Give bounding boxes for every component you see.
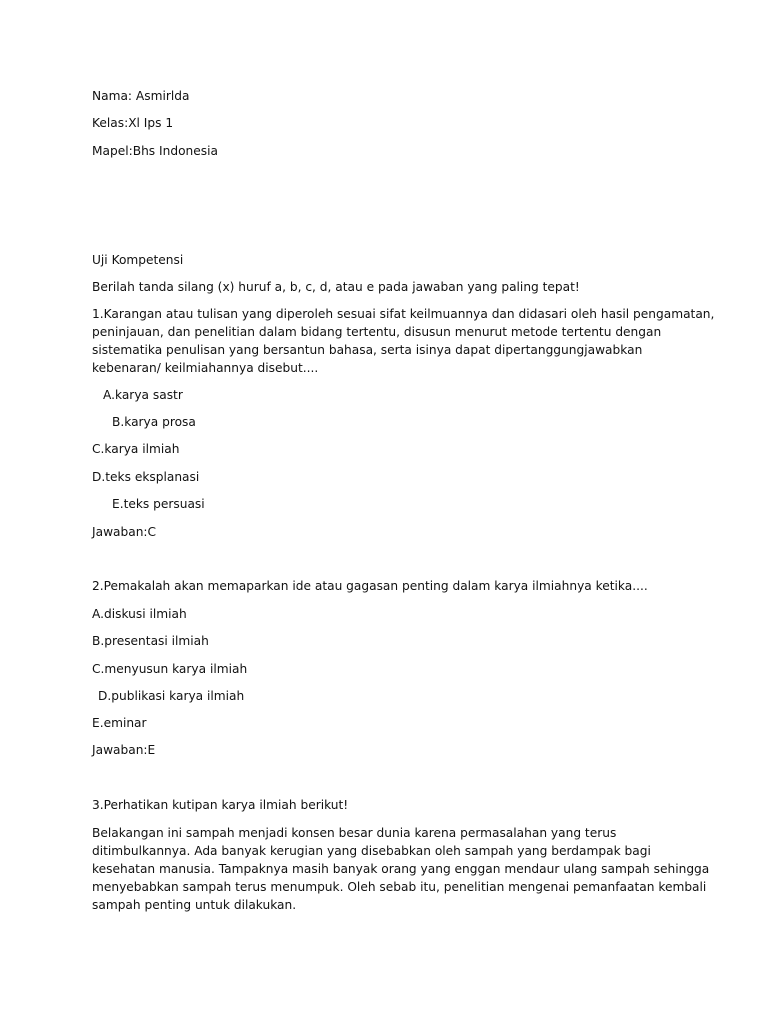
q1-option-e: E.teks persuasi — [112, 497, 205, 511]
q1-answer: Jawaban:C — [92, 525, 157, 539]
instruction-text: Berilah tanda silang (x) huruf a, b, c, d, atau e pada jawaban yang paling tepat! — [92, 280, 580, 294]
q2-option-c: C.menyusun karya ilmiah — [92, 662, 248, 676]
question-1-text — [92, 305, 714, 377]
question-1-line: 1.Karangan atau tulisan yang diperoleh sesuai sifat keilmuannya dan didasari oleh hasil pengamatan, — [92, 307, 715, 321]
q1-option-c: C.karya ilmiah — [92, 442, 180, 456]
q2-option-a: A.diskusi ilmiah — [92, 607, 187, 621]
q2-option-e: E.eminar — [92, 716, 147, 730]
passage-line: kesehatan manusia. Tampaknya masih banyak orang yang enggan mendaur ulang sampah sehingga — [92, 862, 710, 876]
section-title: Uji Kompetensi — [92, 253, 184, 267]
question-1-line: sistematika penulisan yang bersantun bahasa, serta isinya dapat dipertanggungjawabkan — [92, 343, 643, 357]
question-3-text: 3.Perhatikan kutipan karya ilmiah berikut! — [92, 798, 349, 812]
q2-answer: Jawaban:E — [92, 743, 156, 757]
q1-option-a: A.karya sastr — [103, 388, 183, 402]
passage-line: ditimbulkannya. Ada banyak kerugian yang disebabkan oleh sampah yang berdampak bagi — [92, 844, 651, 858]
question-1-line: peninjauan, dan penelitian dalam bidang tertentu, disusun menurut metode tertentu dengan — [92, 325, 662, 339]
passage-line: sampah penting untuk dilakukan. — [92, 898, 297, 912]
question-1-line: kebenaran/ keilmiahannya disebut.... — [92, 361, 319, 375]
question-3-passage — [92, 824, 709, 914]
question-2-text: 2.Pemakalah akan memaparkan ide atau gagasan penting dalam karya ilmiahnya ketika.... — [92, 579, 648, 593]
q2-option-d: D.publikasi karya ilmiah — [98, 689, 245, 703]
q1-option-b: B.karya prosa — [112, 415, 196, 429]
passage-line: Belakangan ini sampah menjadi konsen besar dunia karena permasalahan yang terus — [92, 826, 617, 840]
student-class: Kelas:Xl Ips 1 — [92, 116, 174, 130]
student-name: Nama: Asmirlda — [92, 89, 190, 103]
q2-option-b: B.presentasi ilmiah — [92, 634, 209, 648]
q1-option-d: D.teks eksplanasi — [92, 470, 200, 484]
passage-line: menyebabkan sampah terus menumpuk. Oleh sebab itu, penelitian mengenai pemanfaatan kembali — [92, 880, 707, 894]
subject: Mapel:Bhs Indonesia — [92, 144, 218, 158]
